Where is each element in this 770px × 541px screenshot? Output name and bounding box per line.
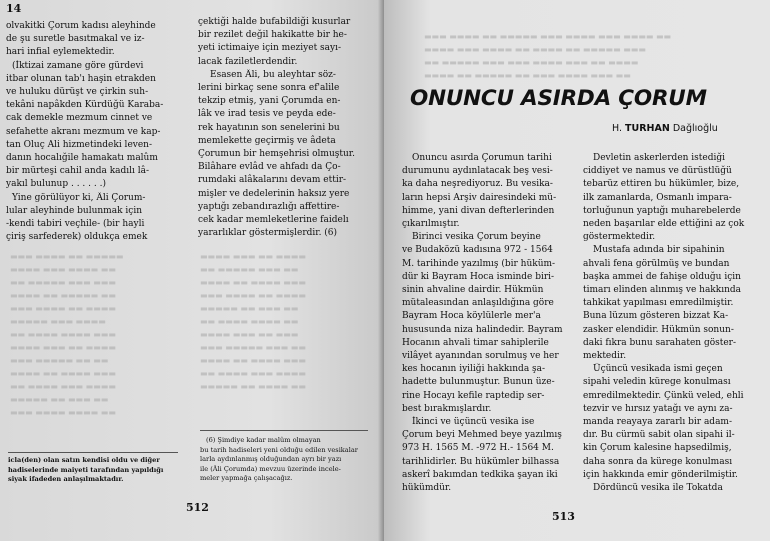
left-page-number-top: 14 (6, 2, 22, 15)
text-line: kes hocanın iyiliği hakkında şa- (402, 364, 546, 375)
text-line: daki fıkra bunu sarahaten göster- (583, 337, 737, 348)
footnote-line: icla(den) olan satın kendisi oldu ve diğer (8, 456, 160, 464)
footnote-line: hadiselerinde maiyeti tarafından yapıldığı (8, 465, 164, 474)
text-line: bir mürteşi cahil anda kadılı lâ- (6, 166, 150, 177)
text-line: lular aleyhinde bulunmak için (6, 205, 142, 216)
text-line: vilâyet ayanından sorulmuş ve her (402, 351, 559, 362)
text-line: için hakkında emir gönderilmiştir. (583, 469, 738, 480)
footnote-divider (8, 452, 178, 453)
text-line: Yine görülüyor ki, Âli Çorum- (12, 192, 146, 203)
text-line: çektiği halde bufabildiği kusurlar (198, 17, 351, 27)
text-line: rumdaki alâkalarını devam ettir- (198, 175, 347, 186)
text-line: İkinci ve üçüncü vesika ise (412, 417, 535, 428)
text-line: ların hepsi Arşiv dairesindeki mü- (402, 192, 557, 203)
text-line: ve Budaközü kadısına 972 - 1564 (402, 245, 553, 256)
text-line: ve huluku dürüşt ve çirkin suh- (6, 87, 149, 98)
footnote-divider (200, 430, 368, 431)
text-line: tarihlidirler. Bu hükümler bilhassa (402, 456, 560, 467)
text-line: Birinci vesika Çorum beyine (412, 232, 541, 243)
author-surname: Dağlıoğlu (672, 123, 718, 134)
bleed-through-texture: ▬▬▬ ▬▬▬▬ ▬▬ ▬▬▬▬▬ ▬▬▬▬ ▬▬▬ ▬▬▬▬ ▬▬ ▬▬ ▬▬▬▬▬ ▬▬▬ ▬▬▬ ▬▬▬▬ ▬▬ ▬▬▬▬▬ ▬▬ ▬▬▬ ▬▬▬▬ ▬▬ ▬▬▬▬ ▬▬▬▬▬ ▬▬▬ ▬▬▬▬ ▬▬ ▬▬▬▬ ▬▬▬▬ ▬▬▬ ▬▬▬▬ ▬▬▬ ▬▬ ▬▬▬▬ ▬▬▬ ▬▬▬▬▬ ▬▬ ▬▬ ▬▬▬▬ ▬▬ ▬▬▬▬ ▬▬▬ ▬▬ ▬▬▬▬ ▬▬▬ ▬▬▬▬ ▬▬▬▬▬ ▬▬ ▬▬▬ ▬▬ ▬▬▬ ▬▬▬▬ ▬▬▬▬ ▬▬ (10, 252, 124, 417)
footnote-6 (200, 436, 370, 484)
text-line: mütaleasından anlaşıldığına göre (402, 298, 554, 309)
footnote-line: ile (Âli Çorumda) mevzuu üzerinde incele- (200, 464, 341, 473)
text-line: ciddiyet ve namus ve dürüstlüğü (583, 166, 732, 177)
text-line: de şu suretle basıtmakal ve iz- (6, 34, 145, 45)
left-page-column-2 (198, 16, 370, 240)
text-line: Üçüncü vesikada ismi geçen (593, 364, 723, 375)
text-line: yararlıklar göstermişlerdir. (6) (198, 228, 338, 239)
text-line: Bilâhare evlâd ve ahfadı da Ço- (198, 162, 341, 173)
text-line: 973 H. 1565 M. -972 H.- 1564 M. (402, 443, 554, 454)
text-line: lerini birkaç sene sonra ef'alile (198, 83, 340, 94)
footnote-line: larla aydınlanmış olduğundan ayrı bir yazı (200, 455, 342, 463)
text-line: mişler ve dedelerinin haksız yere (198, 188, 350, 199)
bleed-through-texture: ▬▬▬ ▬▬▬▬ ▬▬ ▬▬▬▬▬ ▬▬▬ ▬▬▬▬ ▬▬▬ ▬▬▬▬ ▬▬ ▬▬▬▬ ▬▬▬ ▬▬▬▬ ▬▬ ▬▬▬▬ ▬▬ ▬▬▬▬▬ ▬▬▬ ▬▬ ▬▬▬▬▬ ▬▬▬ ▬▬▬ ▬▬▬▬ ▬▬▬ ▬▬ ▬▬▬▬ ▬▬▬▬ ▬▬ ▬▬▬▬▬ ▬▬ ▬▬▬ ▬▬▬▬ ▬▬▬ ▬▬ (424, 32, 672, 80)
text-line: sefahette akranı mezmum ve kap- (6, 126, 161, 137)
text-line: tekâni napâkden Kürdüğü Karaba- (6, 100, 164, 111)
text-line: tekzip etmiş, yani Çorumda en- (198, 96, 341, 107)
text-line: -kendi tabiri veçhile- (bir hayli (6, 219, 145, 230)
text-line: cek kadar memleketlerine faidelı (198, 215, 349, 226)
text-line: himme, yani divan defterlerinden (402, 205, 555, 216)
text-line: askerî bakımdan tedkika şayan iki (402, 469, 558, 480)
text-line: neden başarılar elde ettiğini az çok (583, 219, 745, 230)
text-line: hususunda niza halindedir. Bayram (402, 324, 563, 335)
text-line: tan Oluç Ali hizmetindeki leven- (6, 139, 153, 150)
text-line: danın hocalığile hamakatı malûm (6, 153, 158, 164)
text-line: Buna lüzum gösteren bizzat Ka- (583, 311, 729, 322)
text-line: timarı elinden alınmış ve hakkında (583, 285, 742, 296)
text-line: Esasen Âli, bu aleyhtar söz- (210, 69, 336, 80)
left-page (0, 0, 384, 541)
text-line: Onuncu asırda Çorumun tarihi (412, 153, 552, 163)
text-line: Çorumun bir hemşehrisi olmuştur. (198, 149, 355, 160)
footnote-line: bu tarih hadiseleri yeni olduğu edilen vesikalar (200, 445, 358, 454)
text-line: lacak faziletlerdendir. (198, 56, 298, 67)
text-line: emredilmektedir. Çünkü veled, ehli (583, 390, 744, 401)
text-line: torluğunun yaptığı muharebelerde (583, 205, 741, 216)
text-line: ahvali fena görülmüş ve bundan (583, 258, 730, 269)
text-line: best bırakmışlardır. (402, 403, 492, 414)
left-page-number-bottom: 512 (186, 501, 209, 514)
footnote-line: meler yapmağa çalışacağız. (200, 474, 293, 482)
text-line: yakıl bulunup . . . . . .) (6, 179, 106, 190)
text-line: Devletin askerlerden istediği (593, 153, 726, 163)
left-footnote-continuation (8, 456, 180, 485)
text-line: Hocanın ahvali timar sahiplerile (402, 337, 549, 348)
text-line: hükümdür. (402, 483, 452, 494)
text-line: zasker elendidir. Hükmün sonun- (583, 324, 734, 335)
text-line: bir rezilet değil hakikatte bir he- (198, 30, 347, 41)
right-page-column-2 (583, 152, 755, 495)
text-line: rek hayatının son senelerini bu (198, 122, 340, 133)
text-line: kin Çorum kalesine hapsedilmiş, (583, 443, 732, 454)
text-line: daha sonra da kürege konulması (583, 456, 733, 467)
text-line: mektedir. (583, 351, 627, 362)
text-line: durumunu aydınlatacak beş vesi- (402, 166, 553, 177)
text-line: Çorum beyi Mehmed beye yazılmış (402, 430, 562, 441)
text-line: memlekette geçirmiş ve âdeta (198, 135, 336, 146)
right-page-number-bottom: 513 (552, 510, 575, 523)
bleed-through-texture: ▬▬▬▬ ▬▬▬ ▬▬ ▬▬▬▬ ▬▬ ▬▬▬▬▬ ▬▬▬ ▬▬ ▬▬▬▬ ▬▬ ▬▬▬▬ ▬▬▬ ▬▬▬ ▬▬▬▬ ▬▬ ▬▬▬▬ ▬▬▬▬▬ ▬▬ ▬▬▬ ▬▬ ▬▬ ▬▬▬▬ ▬▬▬▬ ▬▬ ▬▬▬▬ ▬▬▬ ▬▬ ▬▬▬ ▬▬▬ ▬▬▬▬▬ ▬▬▬ ▬▬ ▬▬▬▬ ▬▬ ▬▬▬▬ ▬▬▬ ▬▬ ▬▬▬▬ ▬▬▬ ▬▬▬▬ ▬▬▬▬▬ ▬▬ ▬▬▬▬ ▬▬ (200, 252, 306, 391)
footnote-line: (6) Şimdiye kadar malûm olmayan (206, 436, 321, 444)
text-line: sipahi veledin kürege konulması (583, 377, 731, 388)
text-line: tebarüz ettiren bu hükümler, bize, (583, 179, 740, 190)
text-line: M. tarihinde yazılmış (bir hüküm- (402, 258, 556, 269)
text-line: Dördüncü vesika ile Tokatda (593, 483, 723, 494)
text-line: yaptığı zebandırazlığı affettire- (198, 201, 340, 212)
text-line: olvakitki Çorum kadısı aleyhinde (6, 21, 156, 31)
article-author (612, 123, 718, 134)
text-line: hari infial eylemektedir. (6, 47, 115, 58)
text-line: Bayram Hoca köylülerle mer'a (402, 311, 541, 322)
footnote-line: siyak ifadeden anlaşılmaktadır. (8, 475, 124, 483)
text-line: tahkikat yapılması emredilmiştir. (583, 298, 734, 309)
author-prefix: H. (612, 123, 622, 134)
text-line: tezvir ve hırsız yatağı ve aynı za- (583, 403, 733, 414)
text-line: çiriş sarfederek) oldukça emek (6, 232, 148, 243)
text-line: ilk zamanlarda, Osmanlı impara- (583, 192, 732, 203)
text-line: dır. Bu cürmü sabit olan sipahi il- (583, 430, 735, 441)
text-line: çıkarılmıştır. (402, 219, 460, 230)
text-line: cak demekle mezmum cinnet ve (6, 113, 153, 124)
text-line: ka daha neşrediyoruz. Bu vesika- (402, 179, 553, 190)
text-line: (İktizai zamane göre gürdevi (12, 60, 144, 71)
text-line: başka ammei de fahişe olduğu için (583, 271, 741, 282)
text-line: sinin ahvaline dairdir. Hükmün (402, 285, 544, 296)
text-line: göstermektedir. (583, 232, 656, 243)
text-line: manda reayaya zararlı bir adam- (583, 417, 733, 428)
text-line: dür ki Bayram Hoca isminde biri- (402, 271, 555, 282)
text-line: Mustafa adında bir sipahinin (593, 245, 725, 256)
text-line: yeti ictimaiye için meziyet sayı- (198, 43, 342, 54)
article-title: ONUNCU ASIRDA ÇORUM (410, 86, 707, 111)
text-line: hadette bulunmuştur. Bunun üze- (402, 377, 555, 388)
text-line: rine Hocayı kefile raptedip ser- (402, 390, 545, 401)
text-line: lâk ve irad tesis ve peyda ede- (198, 109, 336, 120)
right-page-column-1 (402, 152, 572, 495)
author-name: TURHAN (625, 123, 670, 134)
left-page-column-1 (6, 20, 178, 244)
text-line: itbar olunan tab'ı haşin etrakden (6, 73, 156, 84)
